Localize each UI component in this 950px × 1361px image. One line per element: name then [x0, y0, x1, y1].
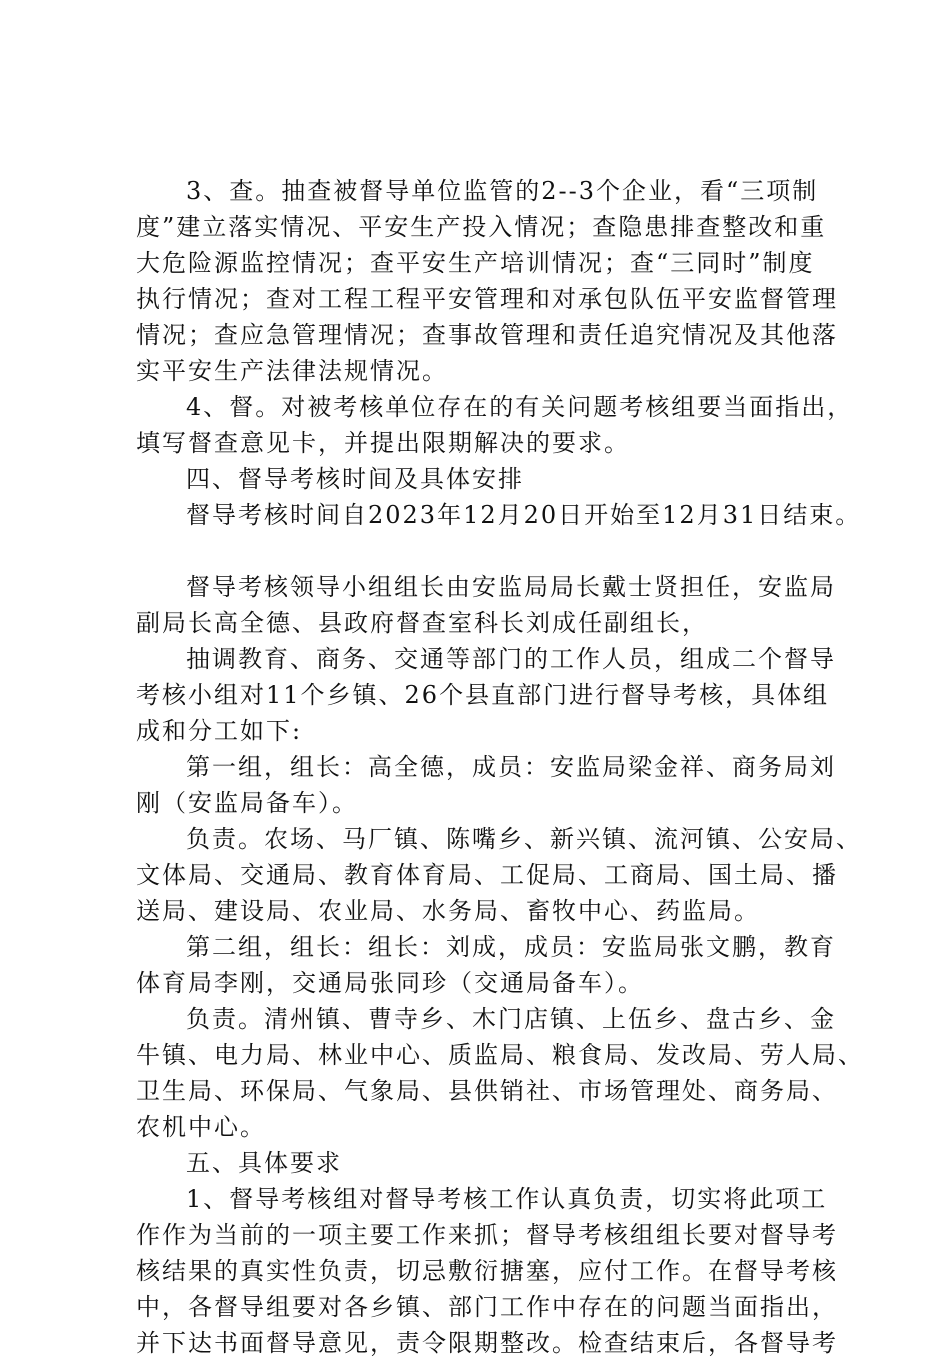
text-line: 第一组，组长：高全德，成员：安监局梁金祥、商务局刘	[186, 753, 836, 781]
text-line: 农机中心。	[136, 1113, 266, 1141]
text-line: 卫生局、环保局、气象局、县供销社、市场管理处、商务局、	[136, 1077, 838, 1105]
text-line: 牛镇、电力局、林业中心、质监局、粮食局、发改局、劳人局、	[136, 1041, 864, 1069]
text-line: 督导考核领导小组组长由安监局局长戴士贤担任，安监局	[186, 573, 836, 601]
text-line: 副局长高全德、县政府督查室科长刘成任副组长，	[136, 609, 708, 637]
text-line: 度”建立落实情况、平安生产投入情况；查隐患排查整改和重	[136, 213, 827, 241]
text-line: 体育局李刚，交通局张同珍（交通局备车）。	[136, 969, 644, 997]
text-line: 考核小组对11个乡镇、26个县直部门进行督导考核，具体组	[136, 681, 830, 709]
text-line: 并下达书面督导意见，责令限期整改。检查结束后，各督导考	[136, 1329, 838, 1357]
text-line: 第二组，组长：组长：刘成，成员：安监局张文鹏，教育	[186, 933, 836, 961]
text-line: 作作为当前的一项主要工作来抓；督导考核组组长要对督导考	[136, 1221, 838, 1249]
text-line: 3、查。抽查被督导单位监管的2--3个企业，看“三项制	[186, 177, 819, 205]
text-line: 1、督导考核组对督导考核工作认真负责，切实将此项工	[186, 1185, 828, 1213]
section-heading: 五、具体要求	[186, 1149, 342, 1177]
text-line: 督导考核时间自2023年12月20日开始至12月31日结束。	[186, 501, 862, 529]
text-line: 填写督查意见卡，并提出限期解决的要求。	[136, 429, 630, 457]
text-line: 中，各督导组要对各乡镇、部门工作中存在的问题当面指出，	[136, 1293, 838, 1321]
text-line: 情况；查应急管理情况；查事故管理和责任追究情况及其他落	[136, 321, 838, 349]
text-line: 执行情况；查对工程工程平安管理和对承包队伍平安监督管理	[136, 285, 838, 313]
text-line: 抽调教育、商务、交通等部门的工作人员，组成二个督导	[186, 645, 836, 673]
text-line: 负责。农场、马厂镇、陈嘴乡、新兴镇、流河镇、公安局、	[186, 825, 862, 853]
text-line: 负责。清州镇、曹寺乡、木门店镇、上伍乡、盘古乡、金	[186, 1005, 836, 1033]
text-line: 文体局、交通局、教育体育局、工促局、工商局、国土局、播	[136, 861, 838, 889]
text-line: 送局、建设局、农业局、水务局、畜牧中心、药监局。	[136, 897, 760, 925]
text-line: 成和分工如下:	[136, 717, 303, 745]
text-line: 4、督。对被考核单位存在的有关问题考核组要当面指出，	[186, 393, 854, 421]
text-line: 刚（安监局备车）。	[136, 789, 358, 817]
text-line: 大危险源监控情况；查平安生产培训情况；查“三同时”制度	[136, 249, 815, 277]
text-line: 核结果的真实性负责，切忌敷衍搪塞，应付工作。在督导考核	[136, 1257, 838, 1285]
section-heading: 四、督导考核时间及具体安排	[186, 465, 524, 493]
text-line: 实平安生产法律法规情况。	[136, 357, 448, 385]
